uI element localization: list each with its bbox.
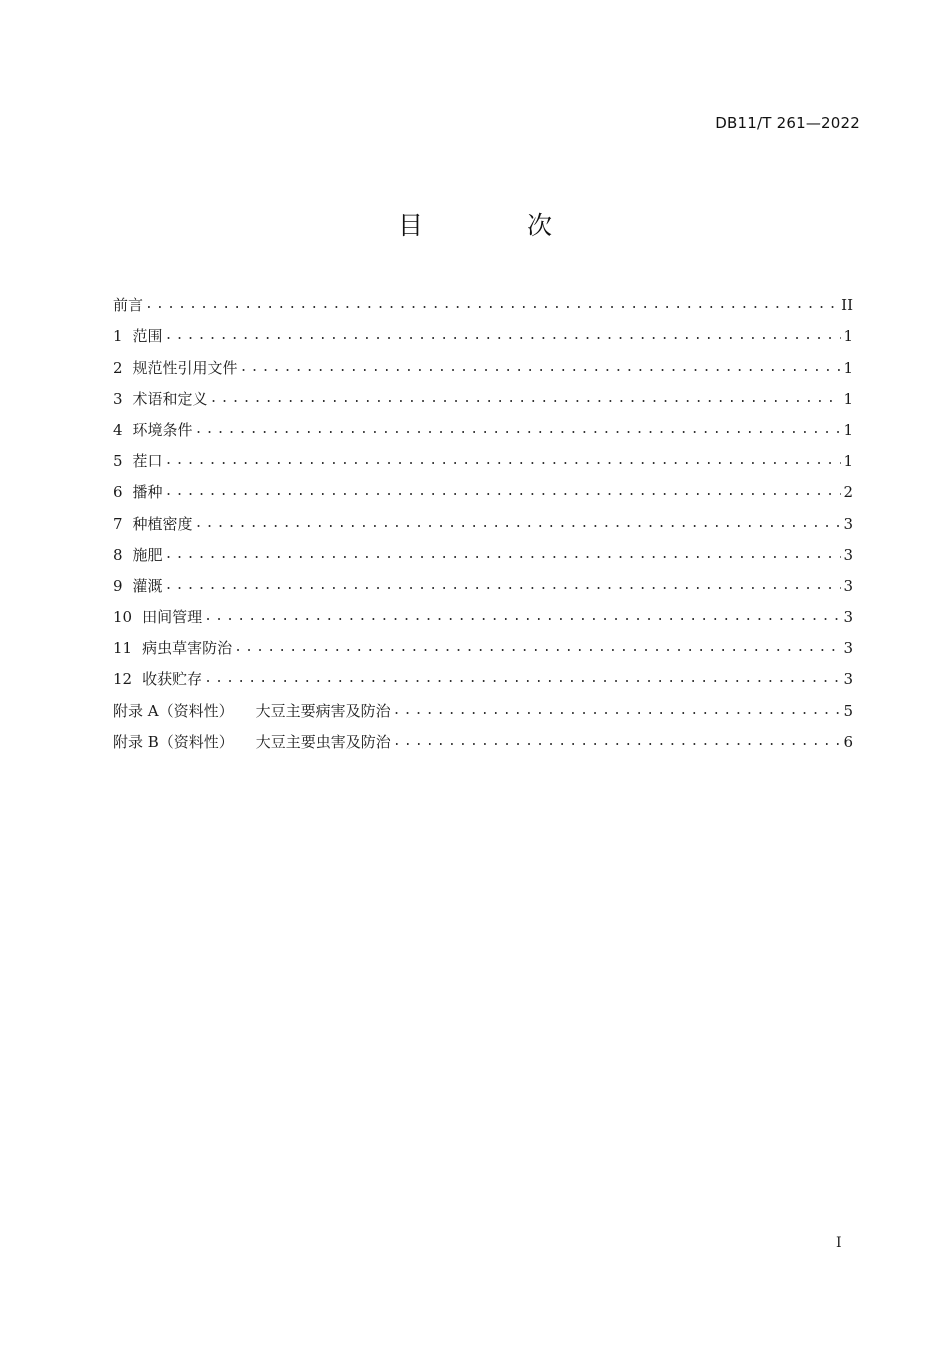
toc-entry-page: 1 [843, 420, 853, 439]
toc-entry-number: 6 [113, 483, 123, 502]
toc-entry-label: 田间管理 [142, 608, 203, 627]
toc-entry-appendix-b[interactable] [113, 721, 853, 752]
toc-entry-label: 收获贮存 [142, 670, 203, 689]
toc-entry-page: 3 [843, 608, 853, 627]
toc-entry-page: 3 [843, 514, 853, 533]
page-title: 目 次 [398, 211, 600, 240]
dot-leader [165, 482, 841, 502]
toc-entry-12[interactable] [113, 658, 853, 689]
toc-entry-11[interactable] [113, 627, 853, 658]
dot-leader [204, 669, 841, 689]
toc-entry-label: 环境条件 [132, 420, 193, 439]
toc-entry-foreword[interactable] [113, 284, 853, 315]
toc-entry-page: 1 [843, 327, 853, 346]
toc-entry-label: 施肥 [132, 545, 163, 564]
toc-entry-9[interactable] [113, 565, 853, 596]
toc-entry-page: 6 [843, 732, 853, 751]
document-code: DB11/T 261—2022 [715, 114, 860, 132]
dot-leader [195, 514, 841, 534]
dot-leader [195, 420, 841, 440]
dot-leader [204, 607, 841, 627]
appendix-subtitle: 大豆主要虫害及防治 [255, 732, 391, 751]
toc-entry-number: 5 [113, 452, 123, 471]
toc-entry-6[interactable] [113, 471, 853, 502]
toc-entry-number: 4 [113, 420, 123, 439]
toc-entry-page: 1 [843, 358, 853, 377]
toc-entry-number: 8 [113, 545, 123, 564]
dot-leader [165, 576, 841, 596]
toc-entry-label: 茬口 [132, 452, 163, 471]
dot-leader [234, 638, 841, 658]
toc-entry-number: 3 [113, 389, 123, 408]
page-number: I [836, 1235, 842, 1251]
toc-entry-page: 3 [843, 639, 853, 658]
toc-entry-number: 12 [113, 670, 133, 689]
toc-entry-page: 3 [843, 670, 853, 689]
toc-entry-number: 1 [113, 327, 123, 346]
dot-leader [393, 732, 841, 752]
toc-entry-number: 9 [113, 576, 123, 595]
toc-entry-label: 种植密度 [132, 514, 193, 533]
toc-entry-number: 10 [113, 608, 133, 627]
dot-leader [145, 295, 839, 315]
toc-entry-page: 2 [843, 483, 853, 502]
toc-entry-number: 11 [113, 639, 133, 658]
dot-leader [210, 389, 841, 409]
dot-leader [393, 701, 841, 721]
dot-leader [165, 451, 841, 471]
dot-leader [165, 545, 841, 565]
appendix-label: 附录 A（资料性） [113, 701, 234, 720]
toc-entry-page: II [841, 296, 853, 315]
appendix-label: 附录 B（资料性） [113, 732, 234, 751]
toc-entry-page: 1 [843, 452, 853, 471]
toc-entry-1[interactable] [113, 315, 853, 346]
toc-entry-2[interactable] [113, 346, 853, 377]
toc-entry-page: 5 [843, 701, 853, 720]
toc-entry-appendix-a[interactable] [113, 689, 853, 720]
table-of-contents [113, 284, 853, 752]
toc-entry-page: 1 [843, 389, 853, 408]
toc-entry-label: 规范性引用文件 [132, 358, 238, 377]
toc-entry-4[interactable] [113, 409, 853, 440]
toc-entry-number: 7 [113, 514, 123, 533]
toc-entry-number: 2 [113, 358, 123, 377]
toc-entry-10[interactable] [113, 596, 853, 627]
toc-entry-page: 3 [843, 576, 853, 595]
dot-leader [165, 326, 841, 346]
toc-entry-page: 3 [843, 545, 853, 564]
toc-entry-5[interactable] [113, 440, 853, 471]
toc-entry-label: 播种 [132, 483, 163, 502]
toc-entry-label: 范围 [132, 327, 163, 346]
toc-entry-8[interactable] [113, 534, 853, 565]
toc-entry-3[interactable] [113, 378, 853, 409]
appendix-subtitle: 大豆主要病害及防治 [255, 701, 391, 720]
toc-entry-label: 术语和定义 [132, 389, 208, 408]
dot-leader [240, 358, 841, 378]
toc-entry-7[interactable] [113, 502, 853, 533]
toc-entry-label: 前言 [113, 296, 144, 315]
toc-entry-label: 病虫草害防治 [142, 639, 233, 658]
toc-entry-label: 灌溉 [132, 576, 163, 595]
